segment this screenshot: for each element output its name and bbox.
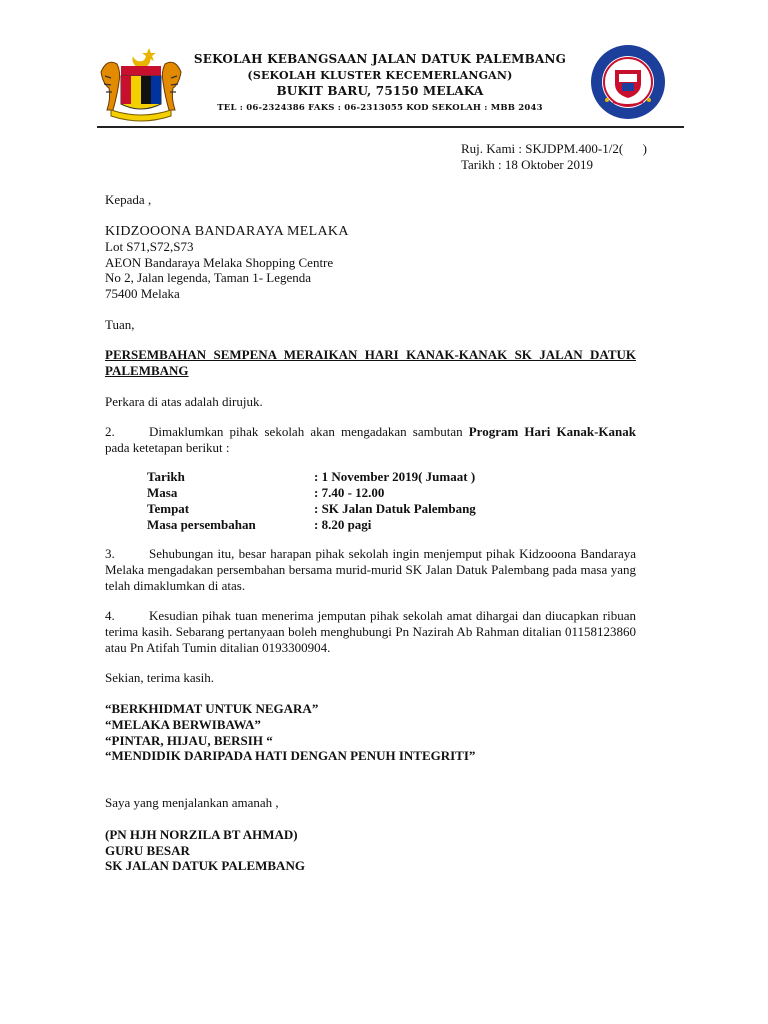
- detail-row: [147, 485, 476, 501]
- school-contact: TEL : 06-2324386 FAKS : 06-2313055 KOD SEKOLAH : MBB 2043: [217, 103, 543, 113]
- detail-value: : SK Jalan Datuk Palembang: [314, 501, 476, 516]
- motto-line: “PINTAR, HIJAU, BERSIH “: [105, 733, 273, 748]
- detail-row: [147, 469, 476, 485]
- motto-line: “BERKHIDMAT UNTUK NEGARA”: [105, 701, 319, 716]
- trust-line: Saya yang menjalankan amanah ,: [105, 795, 279, 810]
- paragraph-2-text: Dimaklumkan pihak sekolah akan mengadakan sambutan: [149, 424, 463, 439]
- detail-row: [147, 517, 476, 533]
- recipient-name: KIDZOOONA BANDARAYA MELAKA: [105, 224, 349, 239]
- school-logo: [583, 42, 673, 122]
- detail-label: Masa: [147, 485, 178, 500]
- paragraph-number: 3.: [105, 546, 115, 561]
- detail-label: Tempat: [147, 501, 190, 516]
- coat-of-arms-crest: [93, 42, 189, 122]
- paragraph-number: 4.: [105, 608, 115, 623]
- detail-row: [147, 501, 476, 517]
- header-divider: [97, 126, 684, 128]
- intro-paragraph: Perkara di atas adalah dirujuk.: [105, 394, 263, 409]
- signatory-title: GURU BESAR: [105, 843, 190, 858]
- detail-value: : 7.40 - 12.00: [314, 485, 385, 500]
- recipient-address-line: AEON Bandaraya Melaka Shopping Centre: [105, 255, 334, 270]
- signatory-name: (PN HJH NORZILA BT AHMAD): [105, 827, 298, 842]
- closing-line: Sekian, terima kasih.: [105, 670, 215, 685]
- letter-date: Tarikh : 18 Oktober 2019: [461, 157, 593, 172]
- recipient-address-line: No 2, Jalan legenda, Taman 1- Legenda: [105, 270, 312, 285]
- paragraph-3: [105, 546, 636, 594]
- paragraph-3-text: Sehubungan itu, besar harapan pihak sekolah ingin menjemput pihak Kidzooona Bandaraya Melaka mengadakan persembahan bersama murid-murid SK Jalan Datuk Palembang pada masa yang telah dimaklumkan di atas.: [105, 546, 636, 593]
- school-cluster-label: (SEKOLAH KLUSTER KECEMERLANGAN): [247, 69, 513, 82]
- motto-line: “MELAKA BERWIBAWA”: [105, 717, 261, 732]
- paragraph-2-tail: pada ketetapan berikut :: [105, 440, 230, 455]
- event-details: [147, 469, 476, 533]
- reference-number: Ruj. Kami : SKJDPM.400-1/2( ): [461, 141, 647, 156]
- motto-line: “MENDIDIK DARIPADA HATI DENGAN PENUH INTEGRITI”: [105, 748, 476, 763]
- paragraph-4: [105, 608, 636, 656]
- program-name: Program Hari Kanak-Kanak: [468, 424, 637, 439]
- greeting: Tuan,: [105, 317, 135, 332]
- school-address: BUKIT BARU, 75150 MELAKA: [276, 84, 484, 98]
- kepada-line: Kepada ,: [105, 192, 152, 207]
- detail-label: Tarikh: [147, 469, 185, 484]
- paragraph-4-text: Kesudian pihak tuan menerima jemputan pihak sekolah amat dihargai dan diucapkan ribuan terima kasih. Sebarang pertanyaan boleh menghubungi Pn Nazirah Ab Rahman ditalian 01158123860 atau Pn Atifah Tumin ditalian 0193300904.: [105, 608, 636, 655]
- school-name: SEKOLAH KEBANGSAAN JALAN DATUK PALEMBANG: [193, 52, 567, 66]
- detail-value: : 8.20 pagi: [314, 517, 372, 532]
- letter-subject: PERSEMBAHAN SEMPENA MERAIKAN HARI KANAK-KANAK SK JALAN DATUK PALEMBANG: [105, 347, 636, 378]
- detail-value: : 1 November 2019( Jumaat ): [314, 469, 476, 484]
- recipient-address-line: Lot S71,S72,S73: [105, 239, 194, 254]
- recipient-address-line: 75400 Melaka: [105, 286, 180, 301]
- detail-label: Masa persembahan: [147, 517, 256, 532]
- paragraph-number: 2.: [105, 424, 115, 439]
- signatory-school: SK JALAN DATUK PALEMBANG: [105, 858, 305, 873]
- paragraph-2: [105, 424, 636, 456]
